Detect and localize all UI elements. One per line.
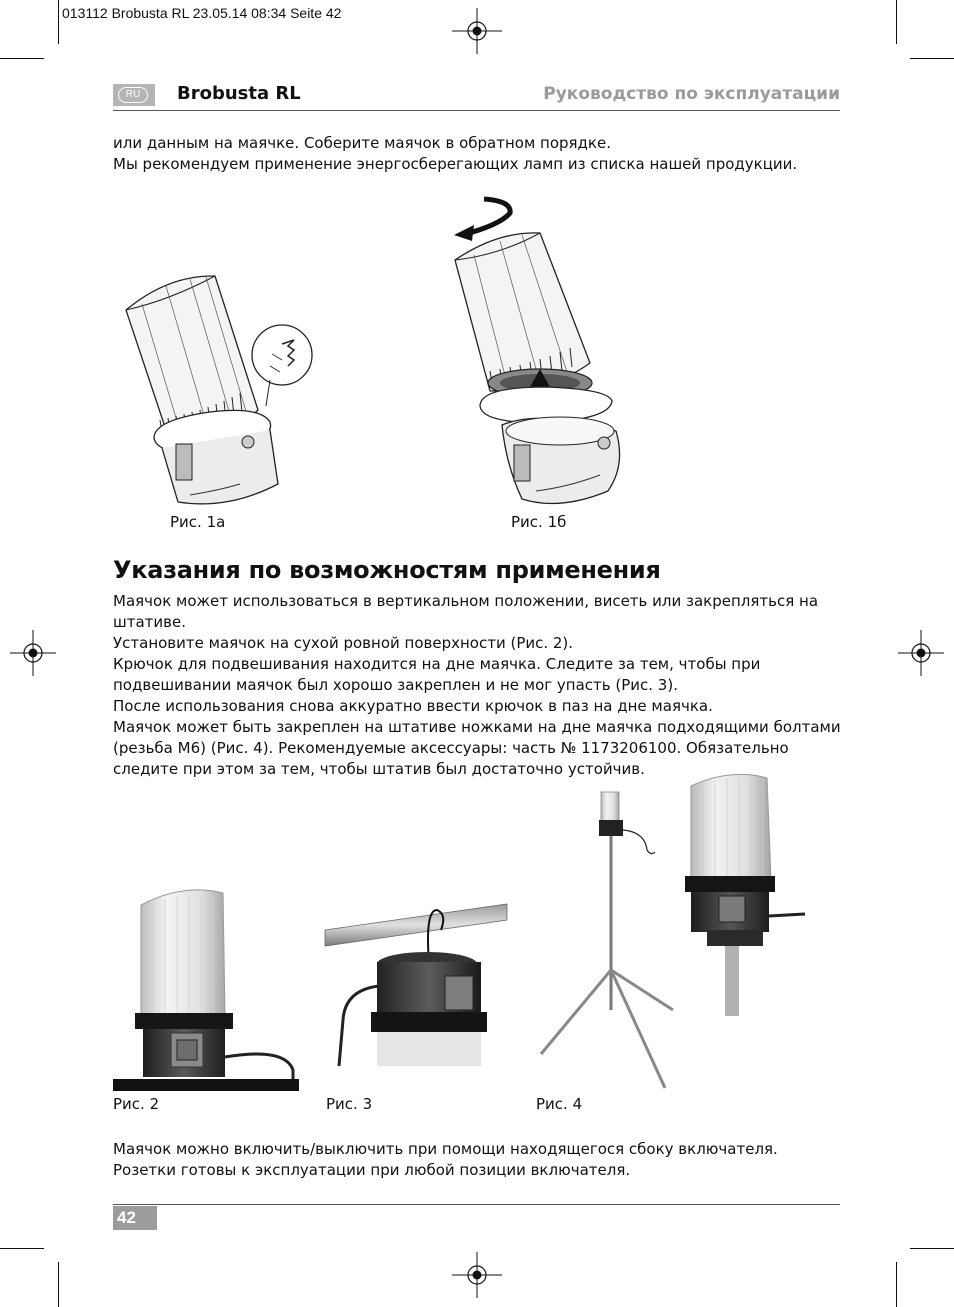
figure-3-photo [325, 900, 507, 1066]
crop-mark [58, 0, 59, 44]
section-body [113, 591, 841, 780]
body-line: следите при этом за тем, чтобы штатив был достаточно устойчив. [113, 760, 645, 778]
figure-1a-caption: Рис. 1а [170, 513, 226, 531]
outro-paragraph [113, 1139, 778, 1181]
registration-mark-bottom [452, 1252, 502, 1298]
intro-paragraph [113, 133, 797, 175]
registration-mark-right [898, 630, 944, 676]
outro-line: Маячок можно включить/выключить при помощи находящегося сбоку включателя. [113, 1140, 778, 1158]
figure-2-photo [113, 885, 299, 1091]
figure-2-caption: Рис. 2 [113, 1095, 160, 1113]
manual-title: Руководство по эксплуатации [543, 84, 840, 104]
crop-mark [58, 1262, 59, 1307]
brand-title: Brobusta RL [177, 83, 301, 104]
language-badge [113, 84, 155, 106]
footer-rule [113, 1204, 840, 1205]
registration-mark-top [452, 8, 502, 54]
body-line: Маячок может быть закреплен на штативе ножками на дне маячка подходящими болтами [113, 718, 841, 736]
crop-mark [0, 58, 44, 59]
body-line: Маячок может использоваться в вертикальном положении, висеть или закрепляться на [113, 592, 819, 610]
figure-1b-illustration [440, 195, 640, 515]
figure-1a-illustration [120, 270, 330, 515]
body-line: (резьба М6) (Рис. 4). Рекомендуемые аксессуары: часть № 1173206100. Обязательно [113, 739, 789, 757]
page-number: 42 [113, 1206, 157, 1230]
intro-line: Мы рекомендуем применение энергосберегающих ламп из списка нашей продукции. [113, 155, 798, 173]
figure-4-photo [535, 770, 810, 1092]
section-heading: Указания по возможностям применения [113, 556, 661, 584]
header-rule [113, 110, 840, 111]
crop-mark [910, 1248, 954, 1249]
crop-mark [0, 1248, 44, 1249]
language-code: RU [118, 87, 148, 103]
crop-mark [896, 1262, 897, 1307]
figure-3-caption: Рис. 3 [326, 1095, 373, 1113]
figure-4-caption: Рис. 4 [536, 1095, 583, 1113]
body-line: Крючок для подвешивания находится на дне маячка. Следите за тем, чтобы при [113, 655, 761, 673]
crop-mark [910, 58, 954, 59]
registration-mark-left [10, 630, 56, 676]
crop-mark [896, 0, 897, 44]
intro-line: или данным на маячке. Соберите маячок в обратном порядке. [113, 134, 611, 152]
figure-1b-caption: Рис. 1б [511, 513, 567, 531]
body-line: штативе. [113, 613, 186, 631]
print-slug: 013112 Brobusta RL 23.05.14 08:34 Seite 42 [62, 5, 342, 21]
body-line: подвешивании маячок был хорошо закреплен и не мог упасть (Рис. 3). [113, 676, 678, 694]
outro-line: Розетки готовы к эксплуатации при любой позиции включателя. [113, 1161, 631, 1179]
body-line: После использования снова аккуратно ввести крючок в паз на дне маячка. [113, 697, 713, 715]
body-line: Установите маячок на сухой ровной поверхности (Рис. 2). [113, 634, 574, 652]
